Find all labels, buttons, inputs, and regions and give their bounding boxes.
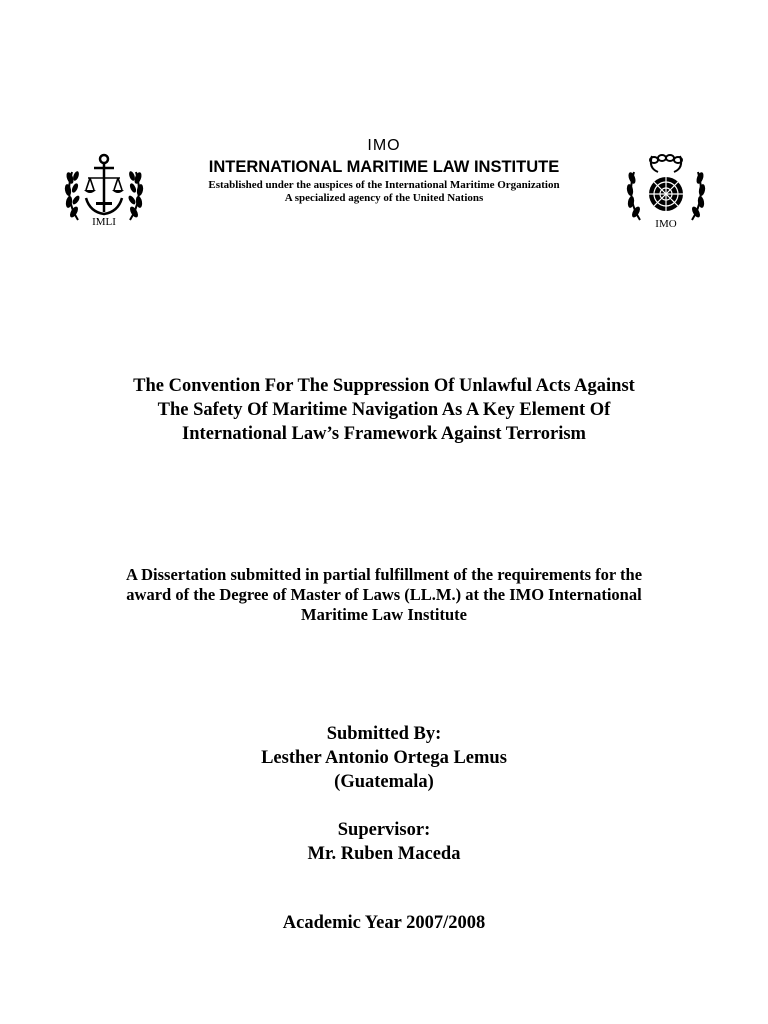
dissertation-statement (84, 565, 684, 625)
submitted-by-label: Submitted By: (326, 724, 442, 744)
author-name: Lesther Antonio Ortega Lemus (261, 748, 507, 768)
title-line-3: International Law’s Framework Against Terrorism (182, 424, 586, 444)
svg-text:IMO: IMO (655, 218, 677, 230)
header (0, 136, 768, 236)
established-line-2: A specialized agency of the United Nations (284, 192, 484, 204)
dissertation-title (84, 374, 684, 446)
statement-line-2: award of the Degree of Master of Laws (LL.M.) at the IMO International (126, 585, 642, 604)
submitted-by-block (84, 722, 684, 794)
supervisor-name: Mr. Ruben Maceda (307, 844, 461, 864)
established-line-1: Established under the auspices of the International Maritime Organization (208, 179, 560, 191)
title-line-1: The Convention For The Suppression Of Unlawful Acts Against (133, 376, 635, 396)
supervisor-label: Supervisor: (337, 820, 431, 840)
imo-label: IMO (367, 137, 401, 154)
institute-name: INTERNATIONAL MARITIME LAW INSTITUTE (208, 158, 560, 176)
svg-text:IMLI: IMLI (92, 216, 116, 228)
supervisor-block (84, 818, 684, 866)
imo-caption (618, 214, 714, 230)
academic-year: Academic Year 2007/2008 (282, 913, 486, 933)
title-line-2: The Safety Of Maritime Navigation As A Key Element Of (157, 400, 611, 420)
statement-line-3: Maritime Law Institute (301, 605, 467, 624)
statement-line-1: A Dissertation submitted in partial fulfillment of the requirements for the (125, 565, 643, 584)
institute-heading (160, 136, 608, 205)
author-country: (Guatemala) (334, 772, 434, 792)
imli-caption (56, 212, 152, 228)
